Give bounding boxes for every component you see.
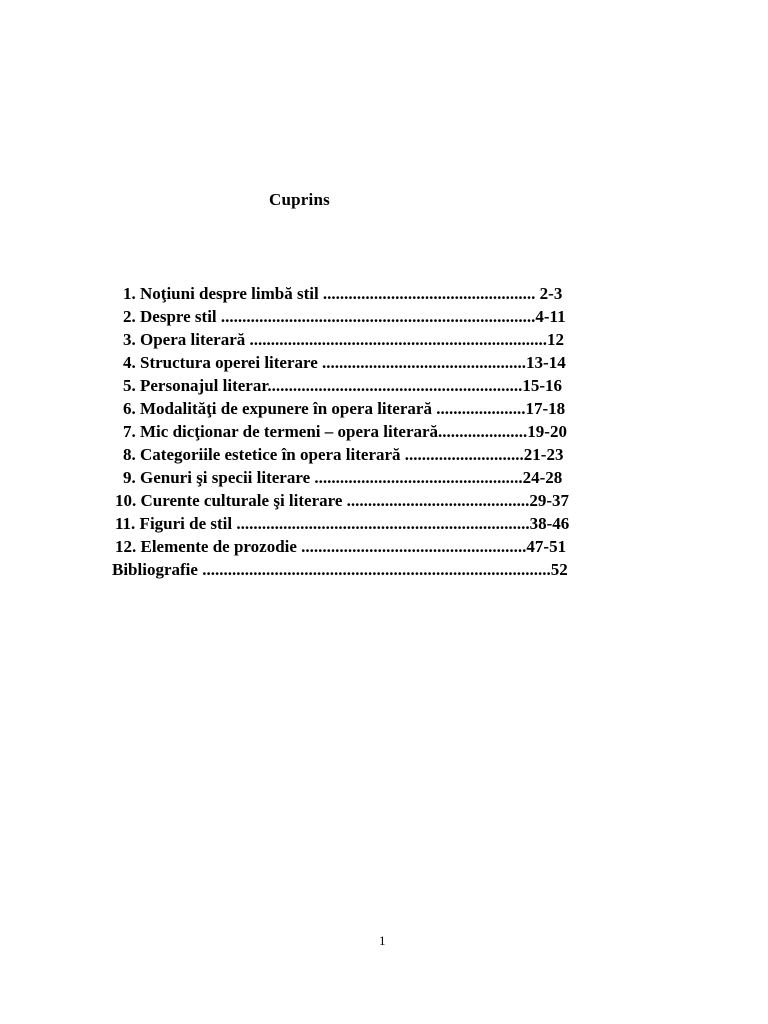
toc-entry-10: 10. Curente culturale şi literare ...........................................29-37 xyxy=(115,491,570,510)
toc-entry-bibliography: Bibliografie ..................................................................................52 xyxy=(112,560,568,579)
toc-entry-3: 3. Opera literară ......................................................................12 xyxy=(123,330,565,349)
toc-entry-5: 5. Personajul literar............................................................15-16 xyxy=(123,376,562,395)
toc-entry-11: 11. Figuri de stil .....................................................................38-46 xyxy=(115,514,570,533)
toc-entry-7: 7. Mic dicţionar de termeni – opera literară.....................19-20 xyxy=(123,422,567,441)
toc-entry-12: 12. Elemente de prozodie .....................................................47-51 xyxy=(115,537,567,556)
page-title: Cuprins xyxy=(269,190,330,209)
toc-entry-8: 8. Categoriile estetice în opera literară ............................21-23 xyxy=(123,445,564,464)
toc-entry-6: 6. Modalităţi de expunere în opera literară .....................17-18 xyxy=(123,399,566,418)
toc-entry-4: 4. Structura operei literare ................................................13-14 xyxy=(123,353,566,372)
toc-entry-1: 1. Noţiuni despre limbă stil .................................................. 2-3 xyxy=(123,284,563,303)
toc-entry-9: 9. Genuri şi specii literare .................................................24-28 xyxy=(123,468,563,487)
toc-entry-2: 2. Despre stil ..........................................................................4-11 xyxy=(123,307,566,326)
page-number: 1 xyxy=(379,933,386,948)
